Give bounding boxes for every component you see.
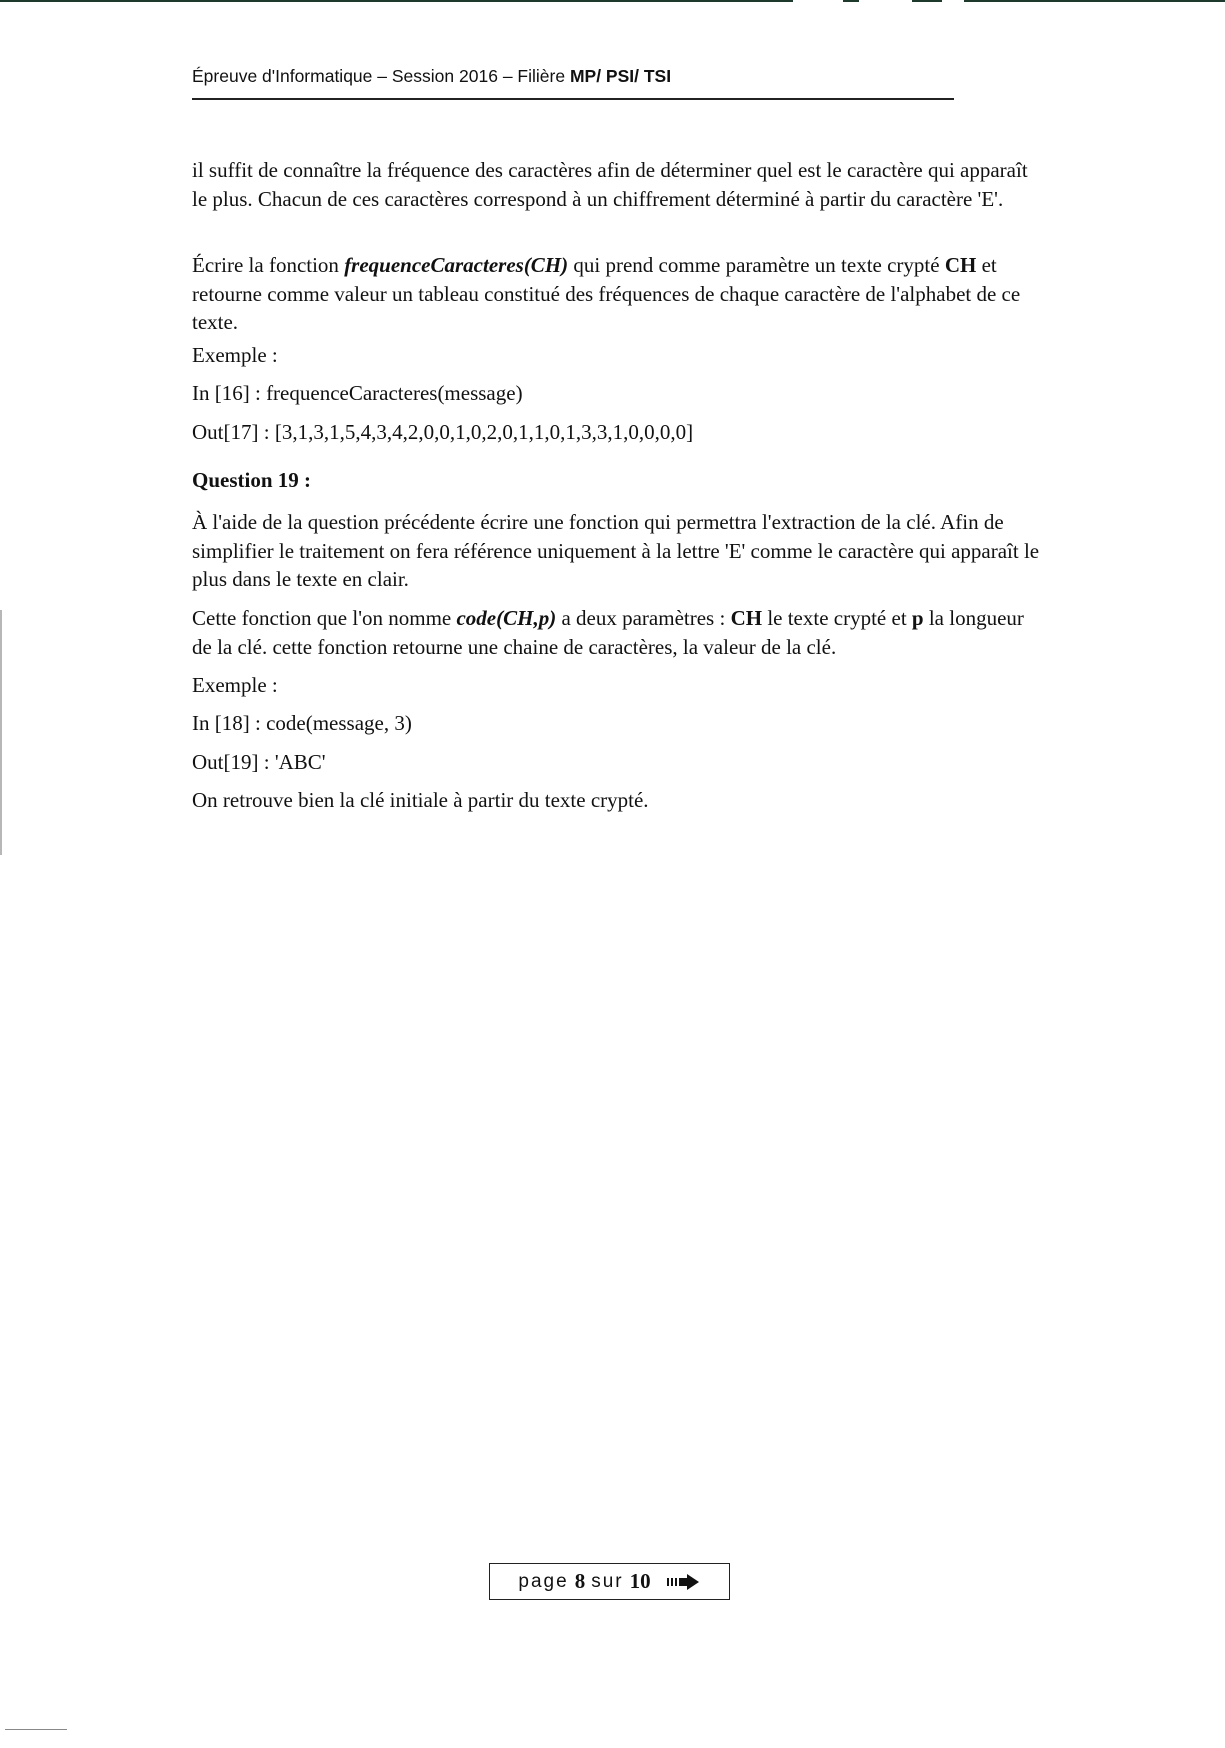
example-output-17: Out[17] : [3,1,3,1,5,4,3,4,2,0,0,1,0,2,0,1,1,0,1,3,3,1,0,0,0,0] xyxy=(192,420,694,444)
page-footer-box xyxy=(489,1563,730,1600)
p2-text-before: Écrire la fonction xyxy=(192,253,345,277)
bottom-scan-mark xyxy=(5,1729,67,1730)
top-rule-mark-1 xyxy=(843,0,859,2)
header-exam-title: Épreuve d'Informatique xyxy=(192,66,373,86)
footer-sur-word: sur xyxy=(591,1570,624,1592)
header-underline xyxy=(192,98,954,100)
paragraph-code-function xyxy=(192,604,1040,661)
example-label-1: Exemple : xyxy=(192,343,278,367)
example-input-18: In [18] : code(message, 3) xyxy=(192,711,412,735)
top-rule-right xyxy=(964,0,1225,2)
paragraph-question-19: À l'aide de la question précédente écrire une fonction qui permettra l'extraction de la clé. Afin de simplifier le traitement on fera référence uniquement à la lettre 'E' comme le caractère qui apparaît le plus dans le texte en clair. xyxy=(192,510,1040,591)
example-label-2: Exemple : xyxy=(192,673,278,697)
param-ch-2: CH xyxy=(730,606,763,630)
footer-total-pages: 10 xyxy=(629,1569,651,1593)
footer-page-word: page xyxy=(518,1570,569,1592)
q19-text-before: Cette fonction que l'on nomme xyxy=(192,606,457,630)
header-filiere-value: MP/ PSI/ TSI xyxy=(569,66,672,86)
page-header xyxy=(192,66,671,87)
scan-edge-mark xyxy=(0,610,2,855)
paragraph-frequency-intro: il suffit de connaître la fréquence des caractères afin de déterminer quel est le caractère qui apparaît le plus. Chacun de ces caractères correspond à un chiffrement déterminé à partir du caractère 'E'. xyxy=(192,158,1028,211)
top-rule-left xyxy=(0,0,793,2)
p2-text-middle: qui prend comme paramètre un texte crypté xyxy=(568,253,945,277)
q19-text-after: la longueur de la clé. cette fonction retourne une chaine de caractères, la valeur de la clé. xyxy=(192,606,1024,659)
footer-page-number: 8 xyxy=(574,1569,586,1593)
question-19-title: Question 19 : xyxy=(192,468,312,492)
next-page-arrow-icon xyxy=(667,1574,701,1590)
example-output-19: Out[19] : 'ABC' xyxy=(192,750,326,774)
header-filiere-label: – Filière xyxy=(502,66,566,86)
function-name-code: code(CH,p) xyxy=(456,606,557,630)
top-rule-mark-2 xyxy=(912,0,942,2)
paragraph-frequence-function xyxy=(192,251,1040,337)
example-input-16: In [16] : frequenceCaracteres(message) xyxy=(192,381,523,405)
q19-text-middle-2: le texte crypté et xyxy=(762,606,912,630)
header-session: – Session 2016 xyxy=(377,66,498,86)
p2-text-after: et retourne comme valeur un tableau constitué des fréquences de chaque caractère de l'alphabet de ce texte. xyxy=(192,253,1021,334)
param-ch: CH xyxy=(944,253,977,277)
conclusion-text: On retrouve bien la clé initiale à partir du texte crypté. xyxy=(192,788,649,812)
q19-text-middle-1: a deux paramètres : xyxy=(556,606,731,630)
function-name-frequence: frequenceCaracteres(CH) xyxy=(344,253,569,277)
param-p: p xyxy=(911,606,924,630)
